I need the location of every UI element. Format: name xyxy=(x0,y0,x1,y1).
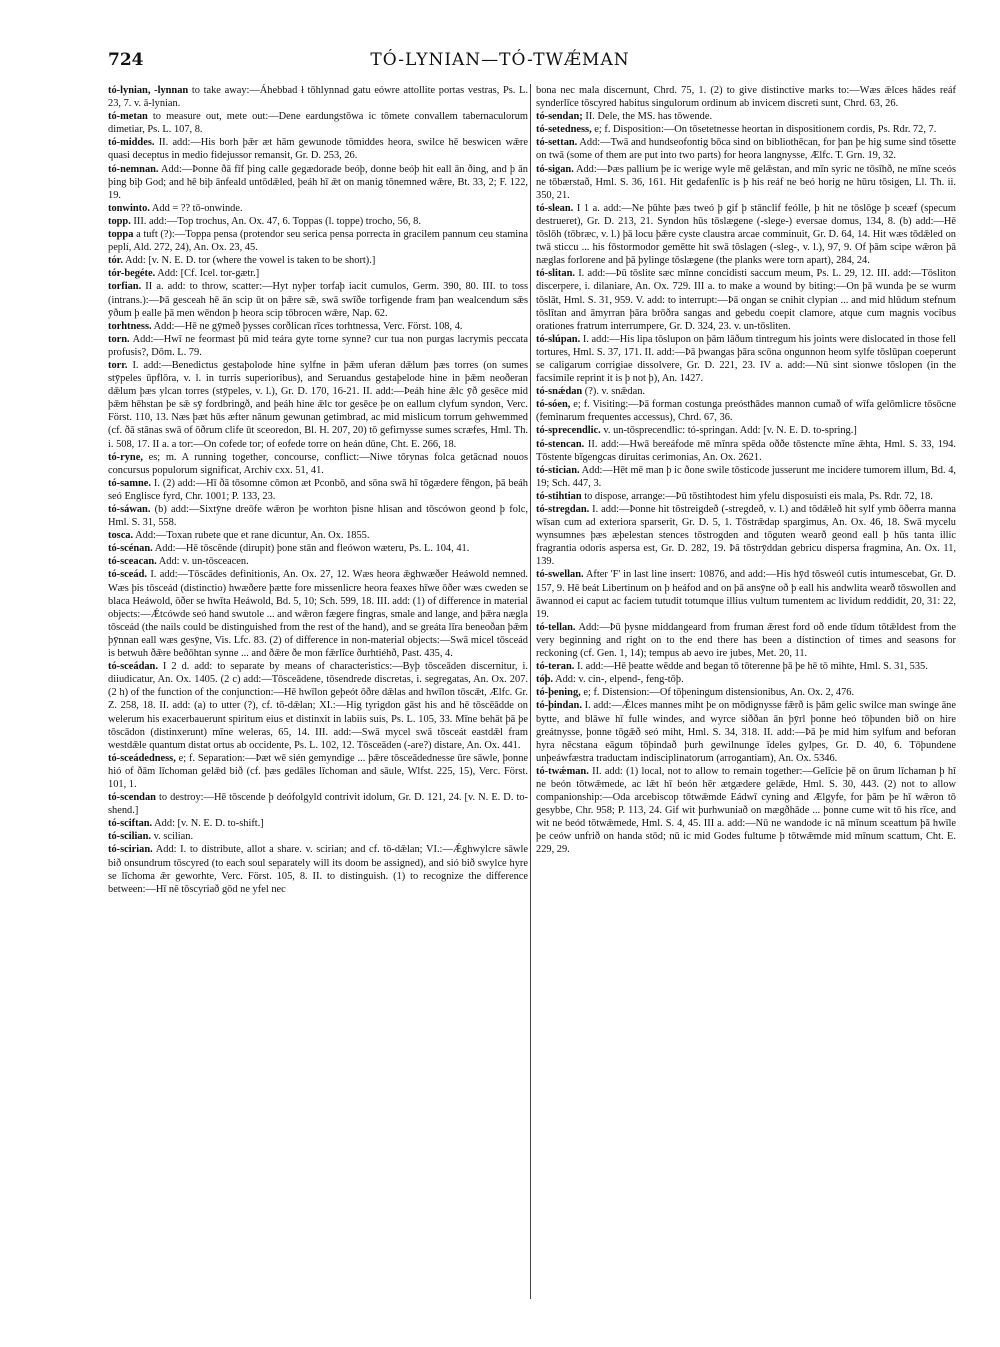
entry-text: e; f. Visiting:—Þā forman costunga preóstħādes mannon cumað of wīfa gelōmlicre tōsōcne (feminarum frequentes accessus), Chrd. 67, 36. xyxy=(536,399,956,424)
dictionary-entry xyxy=(108,843,528,895)
dictionary-entry xyxy=(108,359,528,451)
dictionary-entry xyxy=(536,202,956,267)
headword: tó-slean. xyxy=(536,202,574,214)
headword: tó-metan xyxy=(108,111,148,123)
dictionary-entry xyxy=(536,621,956,660)
headword: tó-twǽman. xyxy=(536,765,589,777)
entry-text: I. (2) add:—Hī ðā tōsomne cōmon æt Pconbō, and sōna swā hī tōgædere fēngon, þā beáh seó Englisce fyrd, Chr. 1001; P. 133, 23. xyxy=(108,477,528,502)
dictionary-entry xyxy=(536,84,956,110)
headword: tó-stihtian xyxy=(536,490,582,502)
headword: tó-sáwan. xyxy=(108,504,151,515)
dictionary-entry xyxy=(108,503,528,529)
headword: tó-sigan. xyxy=(536,163,574,175)
entry-text: I. add:—Benedictus gestaþolode hine sylfne in þǣm uferan dǣlum þæs torres (on sumes stȳpeles ūpflōra, v. l. in turris superioribus), and Seruandus gestaþelode hine in þǣm neoðeran dǣlum þæs ylcan torres (stȳpeles, v. l.), Gr. D. 170, 16-21. II. add:—Þeáh hine ǣlc ȳð gesēce mid þǣm hēhstan þe sǣ sȳ fordbringð, and þeáh hine ǣlc tor gesēce þe on eallum clyfum syndon, Verc. Först. 110, 13. Næs þæt hūs æfter nānum gewunan getimbrad, ac mid mislicum torrum gehwemmed (cf. ðā stānas swā of ōðrum clife ūt sceoredon, Bl. H. 207, 20) tō gefirnysse sumes scræfes, Hml. Th. i. 508, 17. II a. a tor:—On cofede tor; of eofede torre on heán dūne, Cht. E. 266, 18. xyxy=(108,359,528,450)
dictionary-entry xyxy=(536,333,956,385)
entry-text: I. add:—Tōscādes definitionis, An. Ox. 27, 12. Wæs heora ǣghwæðer Heáwold nemned. Wæs þis tōsceád (distinctio) hwæðere þætte fore missenlicre heora feaxes hīwe ōðer wæs cweden se blaca Heáwold, ōðer se hwīta Heáwold, Bd. 5, 10; Sch. 599, 18. III. add: (1) of difference in material objects:—Ǽtcówde seó hand swutole ... and wǣron fægere fingras, smale and lange, and þǣra nægla tōsceád (the nails could be distinguished from the rest of the hand), and se greáta līra beneoðan þǣm þȳnnan eall wæs gesȳne, Vis. Lfc. 83. (2) of difference in non-material objects:—Swā micel tōsceád is betwuh ðǣre beðōhtan synne ... and ðǣre ðe mon fǣrlīce ðurhtiéhð, Past. 435, 4. xyxy=(108,569,528,660)
entry-text: Add:—Twā and hundseofontig bōca sind on bibliothēcan, for þan þe hig sume sind tōsette on twā (some of them are put into two parts) for heora langnysse, Ælfc. T. Grn. 19, 32. xyxy=(536,137,956,162)
dictionary-entry xyxy=(108,660,528,752)
entry-text: II. add:—Hwā bereáfode mē mīnra spēda oððe tōstencte mīne ǣhta, Hml. S. 33, 194. Tōstente bīgengcas diruitas cerimonias, An. Ox. 2621. xyxy=(536,438,956,463)
entry-text: to dispose, arrange:—Þū tōstihtodest him yfelu disposuisti eis mala, Ps. Rdr. 72, 18. xyxy=(581,490,933,502)
entry-text: I. add:—Hē þeatte wēdde and began tō tōterenne þā þe hē tō mihte, Hml. S. 31, 535. xyxy=(574,661,928,673)
dictionary-entry xyxy=(108,84,528,110)
page-number: 724 xyxy=(108,50,144,70)
headword: tó-samne. xyxy=(108,477,151,489)
dictionary-entry xyxy=(108,830,528,843)
entry-text: e; f. Distension:—Of tōþeningum distensionibus, An. Ox. 2, 476. xyxy=(580,687,855,699)
page-header xyxy=(0,50,1000,78)
dictionary-entry xyxy=(108,817,528,830)
entry-text: Add:—Þæs pallium þe ic werige wyle mē gelǣstan, and mīn syric ne tōsīhð, ne mīne sceós ne tōbærstað, Hml. S. 36, 161. Hit gedafenlīc is þ his reáf ne beó horig ne hūru tōsigen, Ll. Th. ii. 350, 21. xyxy=(536,163,956,201)
dictionary-entry xyxy=(108,267,528,280)
dictionary-entry xyxy=(108,110,528,136)
headword: tó-stregdan. xyxy=(536,504,590,515)
headword: tó-nemnan. xyxy=(108,163,159,175)
headword: torfian. xyxy=(108,281,142,293)
dictionary-entry xyxy=(536,686,956,699)
dictionary-entry xyxy=(108,451,528,477)
dictionary-entry xyxy=(536,136,956,162)
headword: tó-sceádedness, xyxy=(108,752,176,764)
entry-text: to measure out, mete out:—Dene eardungstōwa ic tōmete convallem tabernaculorum dimetiar, Ps. L. 107, 8. xyxy=(108,111,528,136)
right-column xyxy=(536,84,956,1299)
headword: torr. xyxy=(108,359,128,371)
entry-text: Add: [v. N. E. D. tor (where the vowel is taken to be short).] xyxy=(122,255,376,267)
dictionary-entry xyxy=(108,320,528,333)
headword: tó-scendan xyxy=(108,792,156,804)
headword: tó-teran. xyxy=(536,661,575,673)
entry-text: bona nec mala discernunt, Chrd. 75, 1. (2) to give distinctive marks to:—Wæs ǣlces hādes reáf synderlīce tōscyred habitus singulorum ordinum ab invicem discreti sunt, Chrd. 63, 26. xyxy=(536,85,956,110)
dictionary-entry xyxy=(536,660,956,673)
entry-text: II. add: (1) local, not to allow to remain together:—Gelīcie þē on ūrum līchaman þ hī ne beón tōtwǣmede, ac lǣt hī beón hēr ætgædere gelǣde, Hml. S. 30, 443. (2) not to allow companionship:—Oda arcebiscop tōtwǣmde Eádwī cyning and Ælgyfe, for þām þe hī wǣron tō gesybbe, Chr. 958; P. 113, 24. Gif wit þurhwuniað on mægðhāde ... þonne cume wit tō his rīce, and wit ne beód tōtwǣmede, Hml. S. 4, 45. III a. add:—Nū ne wandode ic nā mīnum sceattum þā hwīle þe ceów unfrið on handa stōd; nū ic mid Godes fultume þ tōtwǣmde mid mīnum scattum, Cht. E. 229, 29. xyxy=(536,765,956,856)
headword: tó-scénan. xyxy=(108,543,153,555)
entry-text: (b) add:—Sixtȳne dreōfe wǣron þe worhton þisne hlisan and tōscówon geond þ folc, Hml. S. 31, 558. xyxy=(108,504,528,529)
entry-text: to destroy:—Hē tōscende þ deófolgyld contrivit idolum, Gr. D. 121, 24. [v. N. E. D. to-shend.] xyxy=(108,792,528,817)
headword: tó-stician. xyxy=(536,464,580,476)
dictionary-entry xyxy=(108,228,528,254)
headword: torhtness. xyxy=(108,320,152,332)
dictionary-entry xyxy=(536,568,956,620)
headword: tó-sceádan. xyxy=(108,661,158,673)
headword: tór-begéte. xyxy=(108,268,156,280)
dictionary-entry xyxy=(536,438,956,464)
entry-text: II. add:—His borh þǣr æt hām gewunode tōmiddes heora, swilce hē beswicen wǣre quasi deceptus in medio fidejussor remansit, Gr. D. 253, 26. xyxy=(108,137,528,162)
headword: tó-sendan; xyxy=(536,111,583,123)
entry-text: II a. add: to throw, scatter:—Hyt nyþer torfaþ iacit cumulos, Germ. 390, 80. III. to toss (intrans.):—Þā gesceah hē ān scip ūt on þǣre sǣ, swā swīðe torfigende fram þan wealcendum sǣs ȳðum þ ealle þā men wēndon þ heora scip tōbrocen wǣre, Nap. 62. xyxy=(108,281,528,319)
dictionary-entry xyxy=(536,673,956,686)
headword: tó-sceád. xyxy=(108,569,147,581)
dictionary-entry xyxy=(108,254,528,267)
headword: topp. xyxy=(108,215,131,227)
headword: tó-slúpan. xyxy=(536,333,581,345)
dictionary-entry xyxy=(108,752,528,791)
entry-text: Add:—Hwī ne feormast þū mid teára gyte torne synne? cur tua non purgas lacrymis peccata profusis?, Dōm. L. 79. xyxy=(108,333,528,358)
entry-text: I. add:—Þū tōslite sæc mīnne concidisti saccum meum, Ps. L. 29, 12. III. add:—Tōsliton discerpere, i. dilaniare, An. Ox. 729. III a. to make a wound by biting:—On þā wunda þe se wurm tōslāt, Hml. S. 31, 959. V. add: to interrupt:—Þā ongan se cnihit clypian ... and mid hlūdum stefnum tōslītan and āmyrran þāra brōðra sangas and gebedu coepit clamore, atque cum magnis vocibus orationes fratrum interrumpere, Gr. D. 324, 23. v. un-tōsliten. xyxy=(536,268,956,332)
dictionary-entry xyxy=(108,477,528,503)
entry-text: Add:—Hē ne gȳmeð þysses corðlican rīces torhtnessa, Verc. Först. 108, 4. xyxy=(151,320,463,332)
headword: tó-sciftan. xyxy=(108,818,153,830)
entry-text: v. un-tōsprecendlic: tó-springan. Add: [v. N. E. D. to-spring.] xyxy=(600,425,857,437)
entry-text: Add: I. to distribute, allot a share. v. scirian; and cf. tō-dǣlan; VI.:—Ǽghwylcre sāwle bið onsundrum tōscyred (to each soul separately will its doom be assigned), and sió bið swylce hyre se līchoma ǣr geworhte, Verc. Först. 105, 8. II. to distinguish. (1) to recognize the difference between:—Hī nē tōscyriað gōd ne yfel nec xyxy=(108,844,528,895)
headword: tó-setedness, xyxy=(536,124,592,136)
headword: tó-settan. xyxy=(536,137,578,149)
headword: tó-stencan. xyxy=(536,438,585,450)
headword: tó-sprecendlic. xyxy=(536,425,601,437)
left-column xyxy=(108,84,528,1299)
headword: tó-snǽdan xyxy=(536,386,583,398)
headword: tosca. xyxy=(108,530,134,542)
headword: tó-scilian. xyxy=(108,831,152,843)
entry-text: Add:—Þonne ðā fīf þing calle gegædorade beóþ, donne beóþ hit eall ān ðing, and þ ān þing biþ God; and hē biþ ānfeald untōdǣled, þeáh hī ǣt on manig tōnemned wǣre, Bt. 33, 2; F. 122, 19. xyxy=(108,163,528,201)
dictionary-entry xyxy=(108,529,528,542)
entry-text: v. scilian. xyxy=(151,831,194,843)
entry-text: Add: [v. N. E. D. to-shift.] xyxy=(152,818,264,830)
entry-text: es; m. A running together, concourse, conflict:—Niwe tōrynas folca getācnad nouos concursus populorum significat, Archiv cxx. 51, 41. xyxy=(108,451,528,476)
dictionary-entry xyxy=(536,123,956,136)
dictionary-entry xyxy=(536,424,956,437)
entry-text: Add: v. cin-, elpend-, feng-tōþ. xyxy=(553,674,684,686)
entry-text: to take away:—Áhebbad ł tōhlynnad gatu eówre attollite portas vestras, Ps. L. 23, 7. v. ā-lynian. xyxy=(108,85,528,110)
headword: tó-þening, xyxy=(536,687,581,699)
entry-text: e; f. Disposition:—On tōsetetnesse heortan in dispositionem cordis, Ps. Rdr. 72, 7. xyxy=(591,124,937,136)
headword: toppa xyxy=(108,229,134,241)
dictionary-entry xyxy=(536,267,956,332)
entry-text: e; f. Separation:—Þæt wē sién gemyndige ... þǣre tōsceādednesse ūre sāwle, þonne hió of ðām līchoman gelǣd bið (cf. þæs gedāles līchoman and sāule, Wlfst. 225, 15), Verc. Först. 101, 1. xyxy=(108,752,528,790)
dictionary-entry xyxy=(536,464,956,490)
dictionary-entry xyxy=(108,333,528,359)
dictionary-entry xyxy=(536,699,956,764)
headword: torn. xyxy=(108,333,130,345)
entry-text: III. add:—Top trochus, An. Ox. 47, 6. Toppas (l. toppe) trocho, 56, 8. xyxy=(130,215,421,227)
headword: tór. xyxy=(108,255,123,267)
headword: tó-swellan. xyxy=(536,569,584,581)
entry-text: I 1 a. add:—Ne þūhte þæs tweó þ gif þ stānclif feólle, þ hit ne tōslōge þ sceæf (specum destrueret), Gr. D. 213, 21. Syndon hūs tōslægene (-slege-) eversae domus, 134, 8. (b) add:—Hē tōslōh (tōbræc, v. l.) þā locu þǣre cyste claustra arcae comminuit, Gr. D. 64, 14. Hit wæs tōdǣled on twā sticcu ... his fōstormodor gemētte hit swā tōslagen (-sleg-, v. l.), 97, 9. Of þām scipe wǣron þā næglas forlorene and þā þylinge tōslægene (the planks were torn apart), 284, 24. xyxy=(536,202,956,267)
dictionary-entry xyxy=(536,110,956,123)
headword: tó-ryne, xyxy=(108,451,143,463)
entry-text: (?). v. snǣdan. xyxy=(582,386,646,398)
dictionary-entry xyxy=(108,202,528,215)
headword: tóþ. xyxy=(536,674,554,686)
dictionary-entry xyxy=(108,568,528,660)
entry-text: I 2 d. add: to separate by means of characteristics:—Byþ tōsceāden discernitur, i. diiudicatur, An. Ox. 1405. (2 c) add:—Tōsceādene, tōsendrede discretas, i. segregatas, An. Ox. 207. (2 h) of the function of the conjunction:—Hē hwīlon geþeót ōðre dǣlas and hwīlon tōscǣt, Ælfc. Gr. Z. 258, 18. II. add: (a) to utter (?), cf. tō-dǣlan; XI.:—Hig tyrigdon gāst his and hē tōscēādde on welerum his exacerbauerunt spiritum eius et distinxit in labiis suis, Ps. L. 105, 33. Mīne behāt þā þe tōscādon (distinxerunt) mīne weleras, 65, 14. III. add:—Swā mycel swā tōsceát eastdǣl fram westdǣle quantum distat ortus ab occidente, Ps. L. 102, 12. Tōsceāden (-are?) distare, An. Ox. 441. xyxy=(108,661,528,751)
column-divider xyxy=(530,84,531,1299)
dictionary-entry xyxy=(108,136,528,162)
headword: tó-sceacan. xyxy=(108,556,157,568)
entry-text: a tuft (?):—Toppa pensa (protendor seu serica pensa porrecta in gracilem pannum ceu stamina peplí, Ald. 272, 24), An. Ox. 23, 45. xyxy=(108,229,528,254)
entry-text: I. add:—His lipa tōslupon on þām lāðum tintregum his joints were dislocated in those fell tortures, Hml. S. 37, 171. II. add:—Þā þwangas þāra scōna ongunnon heom sylfe tōslūpan coeperunt se caligarum corrigiae dissolvere, Gr. D. 221, 23. IV a. add:—Nū sint sionwe tōslopen (in the facsimile reprint it is þ not þ), An. 1427. xyxy=(536,333,956,385)
headword: tó-scirian. xyxy=(108,844,153,856)
headword: tó-sóen, xyxy=(536,399,571,411)
dictionary-entry xyxy=(536,765,956,857)
headword: tó-tellan. xyxy=(536,621,576,633)
dictionary-entry xyxy=(536,503,956,568)
dictionary-entry xyxy=(536,398,956,424)
entry-text: I. add:—Þonne hit tōstreigdeð (-stregdeð, v. l.) and tōdǣleð hit sylf ymb ōðerra manna wīsan cum ad exteriora sparserit, Gr. D. 5, 1. Tōstrǣdap spargimus, An. Ox. 46, 18. Swā mycelu wynsumnes þæs æþelestan stences tōstrogden and tōguten wearð geond eall þ hūs tanta illic fragrantia odoris aspersa est, Gr. D. 282, 19. Þā tōstrȳddan gebricu dispersa fragmina, An. Ox. 11, 139. xyxy=(536,504,956,568)
dictionary-entry xyxy=(536,490,956,503)
entry-text: I. add:—Ǽlces mannes miht þe on mōdignysse fǣrð is þām gelic swilce man swinge āne bytte, and blāwe hī fulle windes, and wyrce siððan ān þȳrl þonne heó tōþunden bið on hire greátnysse, þonne tōgǣð seó miht, Hml. S. 34, 318. II. add:—Þā þe mid him sylfum and beforan hyra nēcstana eāgum tōþindað þurh gewilnunge īdeles gylpes, Gr. D. 40, 6. Tōþundene unþeáwfæstra traductam indisciplinatorum (arrogantiam), An. Ox. 5346. xyxy=(536,700,956,764)
dictionary-entry xyxy=(536,163,956,202)
headword: tó-middes. xyxy=(108,137,155,149)
headword: tó-þindan. xyxy=(536,700,582,712)
dictionary-entry xyxy=(108,163,528,202)
entry-text: Add:—Hēt mē man þ ic ðone swile tōsticode jusserunt me incidere tumorem illum, Bd. 4, 19; Sch. 447, 3. xyxy=(536,464,956,489)
entry-text: Add:—Toxan rubete que et rane dicuntur, An. Ox. 1855. xyxy=(133,530,370,542)
entry-text: II. Dele, the MS. has tōwende. xyxy=(582,111,713,123)
headword: tó-lynian, -lynnan xyxy=(108,85,189,96)
entry-text: Add = ?? tō-onwinde. xyxy=(149,202,243,214)
running-head: TÓ-LYNIAN—TÓ-TWǼMAN xyxy=(370,50,630,70)
entry-text: Add:—Þū þysne middangeard from fruman ǣrest ford oð ende tīdum tōtǣldest from the very beginning and right on to the end there has been a distinction of times and seasons for reckoning (cf. Gen. 1, 14); tempus ab aevo ire jubes, Met. 20, 11. xyxy=(536,621,956,660)
dictionary-entry xyxy=(108,215,528,228)
headword: tonwinto. xyxy=(108,202,150,214)
entry-text: Add: [Cf. Icel. tor-gætr.] xyxy=(155,268,260,280)
dictionary-entry xyxy=(108,791,528,817)
dictionary-entry xyxy=(536,385,956,398)
entry-text: Add: v. un-tōsceacen. xyxy=(156,556,249,568)
headword: tó-slitan. xyxy=(536,268,575,280)
dictionary-entry xyxy=(108,555,528,568)
entry-text: Add:—Hē tōscēnde (dirupit) þone stān and fleówon wæteru, Ps. L. 104, 41. xyxy=(152,543,470,555)
entry-text: After 'F' in last line insert: 10876, and add:—His hȳd tōsweól cutis intumescebat, Gr. D. 157, 9. Hē beát Libertinum on þ heáfod and on þā ansȳne oð þ eall his andwlita wearð tōswollen and āwannod ei caput ac faciem tutudit totumque illius vultum tumentem ac lividum reddidit, 20, 31: 22, 19. xyxy=(536,569,956,620)
dictionary-entry xyxy=(108,542,528,555)
dictionary-entry xyxy=(108,280,528,319)
